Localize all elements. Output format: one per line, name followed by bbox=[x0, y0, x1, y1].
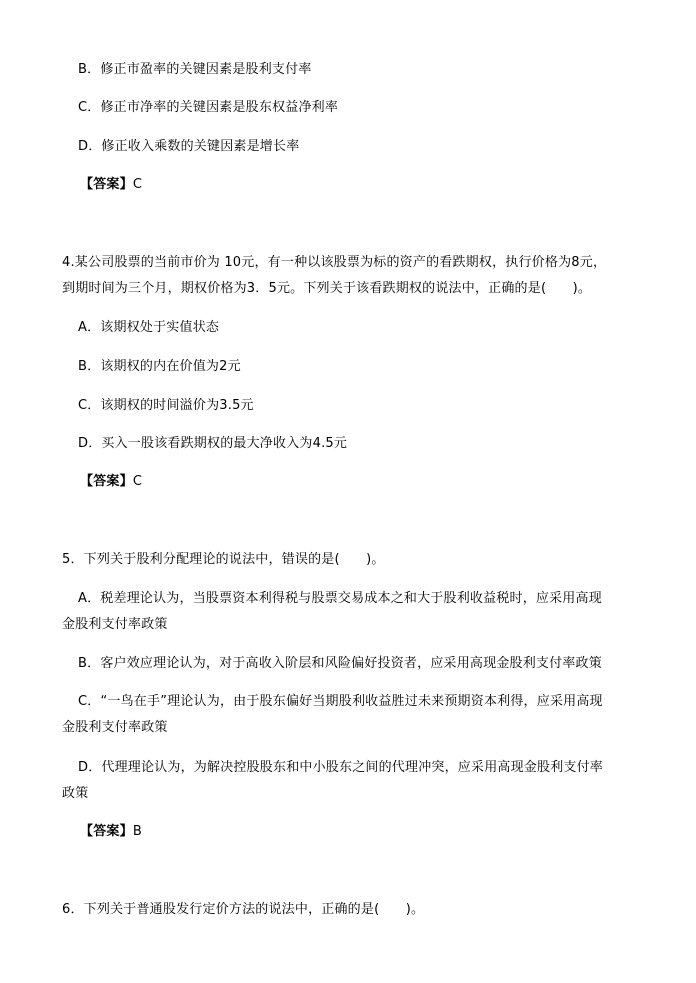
q4-option-a: A．该期权处于实值状态 bbox=[78, 320, 220, 335]
q5-stem: 5．下列关于股利分配理论的说法中，错误的是( )。 bbox=[62, 552, 385, 567]
q5-answer bbox=[80, 822, 142, 842]
q4-option-d: D．买入一股该看跌期权的最大净收入为4.5元 bbox=[78, 436, 348, 451]
q3-option-d: D．修正收入乘数的关键因素是增长率 bbox=[78, 139, 300, 154]
answer-label: 【答案】 bbox=[80, 824, 133, 839]
answer-value: C bbox=[132, 474, 143, 489]
q5-option-d-line2: 政策 bbox=[62, 786, 89, 801]
q5-option-c-line1: C．“一鸟在手”理论认为，由于股东偏好当期股利收益胜过未来预期资本利得，应采用高现 bbox=[78, 694, 603, 709]
q3-answer bbox=[80, 175, 142, 195]
q5-option-b: B．客户效应理论认为，对于高收入阶层和风险偏好投资者，应采用高现金股利支付率政策 bbox=[78, 656, 602, 671]
answer-label: 【答案】 bbox=[80, 474, 133, 489]
q4-stem-line1: 4.某公司股票的当前市价为 10元，有一种以该股票为标的资产的看跌期权，执行价格为8元， bbox=[62, 255, 607, 270]
q6-stem: 6．下列关于普通股发行定价方法的说法中，正确的是( )。 bbox=[62, 902, 425, 917]
q3-option-b: B．修正市盈率的关键因素是股利支付率 bbox=[78, 62, 312, 77]
q5-option-c-line2: 金股利支付率政策 bbox=[62, 720, 168, 735]
q4-answer bbox=[80, 472, 142, 492]
q4-option-b: B．该期权的内在价值为2元 bbox=[78, 359, 241, 374]
q5-option-d-line1: D．代理理论认为，为解决控股股东和中小股东之间的代理冲突，应采用高现金股利支付率 bbox=[78, 760, 604, 775]
answer-value: C bbox=[132, 177, 143, 192]
q4-option-c: C．该期权的时间溢价为3.5元 bbox=[78, 398, 254, 413]
q3-option-c: C．修正市净率的关键因素是股东权益净利率 bbox=[78, 100, 339, 115]
answer-label: 【答案】 bbox=[80, 177, 133, 192]
q5-option-a-line2: 金股利支付率政策 bbox=[62, 617, 168, 632]
q4-stem-line2: 到期时间为三个月，期权价格为3．5元。下列关于该看跌期权的说法中，正确的是( )。 bbox=[62, 281, 592, 296]
q5-option-a-line1: A．税差理论认为，当股票资本利得税与股票交易成本之和大于股利收益税时，应采用高现 bbox=[78, 591, 602, 606]
answer-value: B bbox=[132, 824, 142, 839]
